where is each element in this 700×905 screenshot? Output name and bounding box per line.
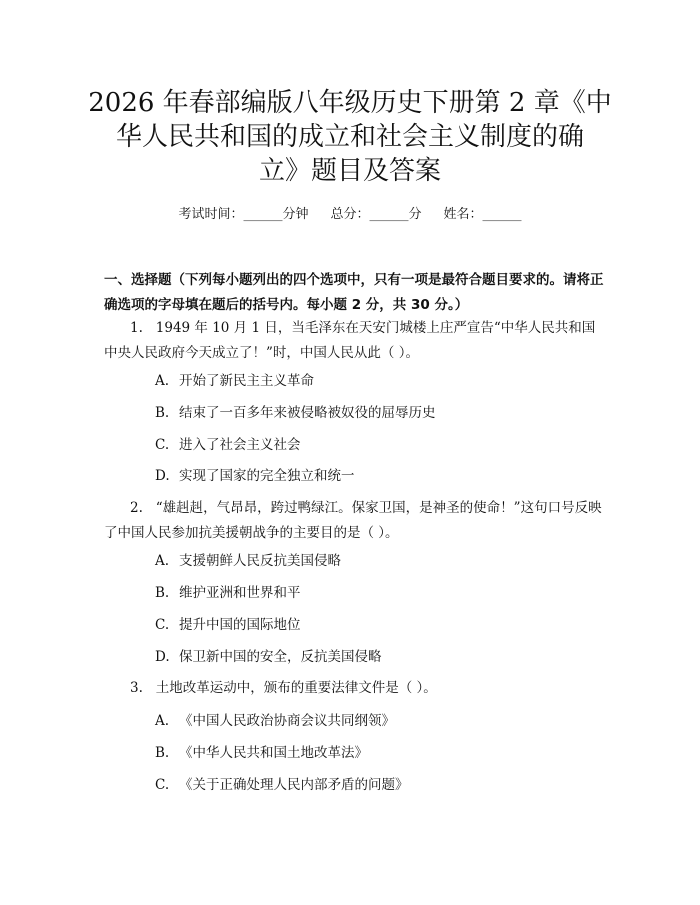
question-2 <box>104 496 604 546</box>
option-text: 保卫新中国的安全，反抗美国侵略 <box>179 649 382 665</box>
option-text: 维护亚洲和世界和平 <box>179 585 301 601</box>
question-number: 3. <box>130 680 143 696</box>
question-3 <box>104 676 604 701</box>
question-text: “雄赳赳，气昂昂，跨过鸭绿江。保家卫国，是神圣的使命！”这句口号反映了中国人民参加抗美援朝战争的主要目的是（ ）。 <box>104 500 602 541</box>
title-line-3: 立》题目及答案 <box>258 156 441 186</box>
option-3c <box>155 775 605 795</box>
question-text: 1949 年 10 月 1 日，当毛泽东在天安门城楼上庄严宣告“中华人民共和国中央人民政府今天成立了！”时，中国人民从此（ ）。 <box>104 320 596 361</box>
option-label: B. <box>155 585 170 601</box>
option-1a <box>155 371 605 391</box>
option-label: C. <box>155 437 170 453</box>
option-text: 提升中国的国际地位 <box>179 617 301 633</box>
option-text: 开始了新民主主义革命 <box>179 373 314 389</box>
question-text: 土地改革运动中，颁布的重要法律文件是（ ）。 <box>155 680 437 696</box>
section-heading-choice: 一、选择题（下列每小题列出的四个选项中，只有一项是最符合题目要求的。请将正确选项的字母填在题后的括号内。每小题 2 分，共 30 分。） <box>104 272 604 313</box>
option-label: D. <box>155 468 170 484</box>
option-text: 进入了社会主义社会 <box>179 437 301 453</box>
question-1 <box>104 316 604 366</box>
exam-time-field: 考试时间：______分钟 <box>178 207 309 222</box>
option-label: D. <box>155 649 170 665</box>
option-text: 《中华人民共和国土地改革法》 <box>179 745 368 761</box>
exam-meta-line <box>0 206 700 224</box>
title-line-2: 华人民共和国的成立和社会主义制度的确 <box>115 122 584 152</box>
option-text: 支援朝鲜人民反抗美国侵略 <box>179 553 341 569</box>
option-label: A. <box>155 373 170 389</box>
option-label: B. <box>155 405 170 421</box>
option-2b <box>155 583 605 603</box>
option-text: 实现了国家的完全独立和统一 <box>179 468 355 484</box>
page-title <box>70 86 630 188</box>
option-label: B. <box>155 745 170 761</box>
option-label: C. <box>155 617 170 633</box>
question-number: 1. <box>130 320 143 336</box>
option-2c <box>155 615 605 635</box>
option-3a <box>155 711 605 731</box>
option-1d <box>155 466 605 486</box>
option-text: 《中国人民政治协商会议共同纲领》 <box>179 713 395 729</box>
option-text: 结束了一百多年来被侵略被奴役的屈辱历史 <box>179 405 436 421</box>
question-number: 2. <box>130 500 143 516</box>
total-score-field: 总分：______分 <box>330 207 422 222</box>
option-label: A. <box>155 713 170 729</box>
option-1c <box>155 435 605 455</box>
option-text: 《关于正确处理人民内部矛盾的问题》 <box>179 777 409 793</box>
title-line-1: 2026 年春部编版八年级历史下册第 2 章《中 <box>88 88 612 118</box>
option-2a <box>155 551 605 571</box>
option-label: A. <box>155 553 170 569</box>
option-2d <box>155 647 605 667</box>
option-label: C. <box>155 777 170 793</box>
option-3b <box>155 743 605 763</box>
student-name-field: 姓名：______ <box>443 207 522 222</box>
option-1b <box>155 403 605 423</box>
